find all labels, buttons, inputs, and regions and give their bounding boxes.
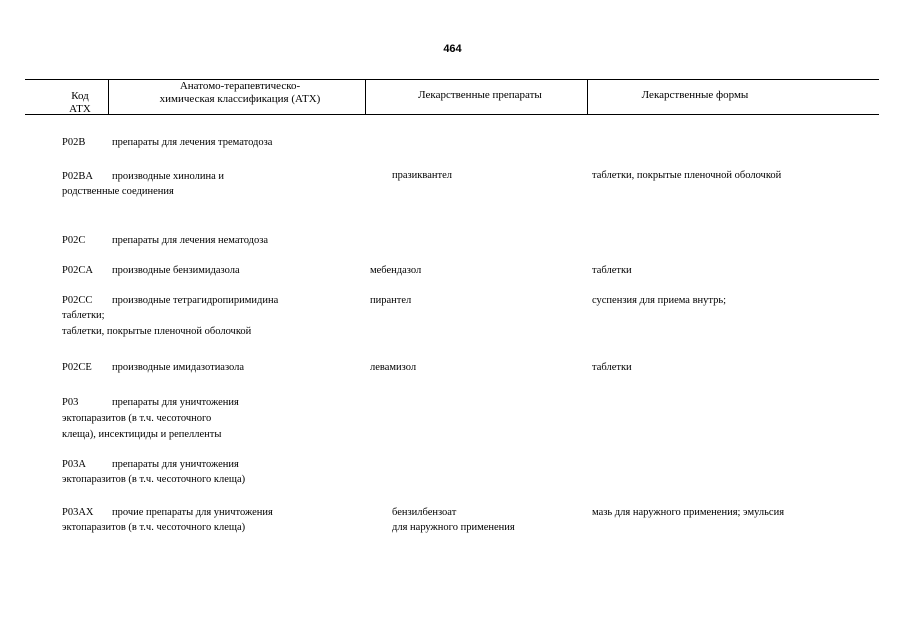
row-name: препараты для лечения трематодоза — [112, 137, 273, 148]
row-name: препараты для лечения нематодоза — [112, 235, 269, 246]
row-name: препараты для уничтожения — [112, 459, 239, 470]
row-form: таблетки — [592, 265, 632, 276]
row-name-continuation: клеща), инсектициды и репелленты — [62, 429, 222, 440]
row-name: производные бензимидазола — [112, 265, 240, 276]
row-drug: пирантел — [370, 295, 412, 306]
row-drug-continuation: для наружного применения — [392, 522, 515, 533]
row-name-continuation: эктопаразитов (в т.ч. чесоточного — [62, 413, 212, 424]
header-bottom-rule — [25, 114, 879, 115]
row-name: производные имидазотиазола — [112, 362, 245, 373]
row-code: P03A — [62, 459, 86, 470]
row-classification — [62, 457, 239, 472]
row-form: таблетки, покрытые пленочной оболочкой — [592, 170, 782, 181]
row-drug: левамизол — [370, 362, 417, 373]
header-separator-2 — [365, 79, 366, 114]
header-code-line2: АТХ — [69, 103, 91, 115]
row-code: P03 — [62, 397, 79, 408]
row-classification — [62, 505, 273, 520]
row-name-continuation: родственные соединения — [62, 186, 174, 197]
row-classification — [62, 135, 272, 150]
header-separator-3 — [587, 79, 588, 114]
row-code: P02BA — [62, 171, 93, 182]
row-name-continuation: таблетки, покрытые пленочной оболочкой — [62, 326, 252, 337]
row-name: производные тетрагидропиримидина — [112, 295, 279, 306]
header-classification-line2: химическая классификация (АТХ) — [159, 93, 321, 105]
row-code: P03AX — [62, 507, 94, 518]
page-number: 464 — [443, 43, 462, 55]
row-form: суспензия для приема внутрь; — [592, 295, 727, 306]
row-code: P02B — [62, 137, 86, 148]
row-code: P02CE — [62, 362, 92, 373]
row-classification — [62, 395, 239, 410]
row-classification — [62, 360, 244, 375]
row-name-continuation: эктопаразитов (в т.ч. чесоточного клеща) — [62, 522, 246, 533]
header-drugs: Лекарственные препараты — [418, 89, 542, 101]
row-drug: мебендазол — [370, 265, 422, 276]
row-name-continuation: таблетки; — [62, 310, 105, 321]
row-code: P02C — [62, 235, 86, 246]
row-form: мазь для наружного применения; эмульсия — [592, 507, 785, 518]
row-classification — [62, 263, 240, 278]
header-separator-1 — [108, 79, 109, 114]
row-name-continuation: эктопаразитов (в т.ч. чесоточного клеща) — [62, 474, 246, 485]
row-name: производные хинолина и — [112, 171, 225, 182]
row-code: P02CC — [62, 295, 93, 306]
header-code — [55, 90, 105, 116]
row-classification — [62, 169, 224, 184]
header-code-line1: Код — [71, 90, 89, 102]
header-forms: Лекарственные формы — [641, 89, 749, 101]
row-drug: бензилбензоат — [392, 507, 457, 518]
row-classification — [62, 293, 278, 308]
row-name: прочие препараты для уничтожения — [112, 507, 273, 518]
row-name: препараты для уничтожения — [112, 397, 239, 408]
row-classification — [62, 233, 268, 248]
row-drug: празиквантел — [392, 170, 452, 181]
header-classification-line1: Анатомо-терапевтическо- — [179, 80, 301, 92]
header-classification — [140, 80, 340, 106]
row-code: P02CA — [62, 265, 93, 276]
row-form: таблетки — [592, 362, 632, 373]
